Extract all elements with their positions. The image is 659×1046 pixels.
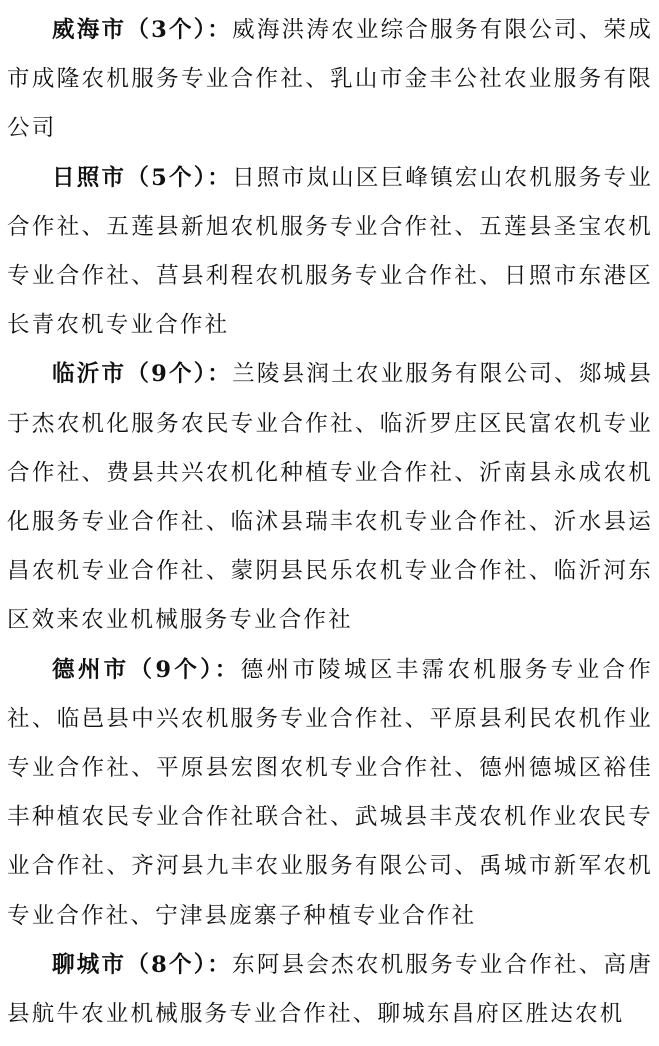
org-list: 日照市岚山区巨峰镇宏山农机服务专业合作社、五莲县新旭农机服务专业合作社、五莲县圣宝农机专业合作社、莒县利程农机服务专业合作社、日照市东港区长青农机专业合作社 — [7, 164, 654, 339]
city-count: （9个）： — [126, 361, 233, 388]
org-list: 威海洪涛农业综合服务有限公司、荣成市成隆农机服务专业合作社、乳山市金丰公社农业服务有限公司 — [7, 17, 654, 142]
section-rizhao — [7, 154, 653, 351]
city-name: 威海市 — [52, 17, 127, 43]
city-name: 聊城市 — [52, 951, 127, 978]
city-count: （3个）： — [126, 17, 233, 43]
city-count: （9个）： — [129, 656, 241, 683]
city-count: （8个）： — [126, 951, 233, 978]
document-page — [7, 6, 653, 1039]
section-weihai — [7, 6, 653, 154]
section-linyi — [7, 350, 653, 645]
org-list: 兰陵县润土农业服务有限公司、郯城县于杰农机化服务农民专业合作社、临沂罗庄区民富农机专业合作社、费县共兴农机化种植专业合作社、沂南县永成农机化服务专业合作社、临沭县瑞丰农机专业合作社、沂水县运昌农机专业合作社、蒙阴县民乐农机专业合作社、临沂河东区效来农业机械服务专业合作社 — [7, 361, 654, 634]
org-list: 德州市陵城区丰霈农机服务专业合作社、临邑县中兴农机服务专业合作社、平原县利民农机作业专业合作社、平原县宏图农机专业合作社、德州德城区裕佳丰种植农民专业合作社联合社、武城县丰茂农机作业农民专业合作社、齐河县九丰农业服务有限公司、禹城市新军农机专业合作社、宁津县庞寨子种植专业合作社 — [7, 656, 653, 929]
section-liaocheng — [7, 941, 653, 1039]
org-list: 东阿县会杰农机服务专业合作社、高唐县航牛农业机械服务专业合作社、聊城东昌府区胜达农机 — [7, 951, 654, 1028]
city-name: 日照市 — [52, 164, 127, 191]
city-name: 德州市 — [52, 656, 130, 683]
city-name: 临沂市 — [52, 361, 127, 388]
city-count: （5个）： — [126, 164, 233, 191]
section-dezhou — [7, 646, 653, 941]
